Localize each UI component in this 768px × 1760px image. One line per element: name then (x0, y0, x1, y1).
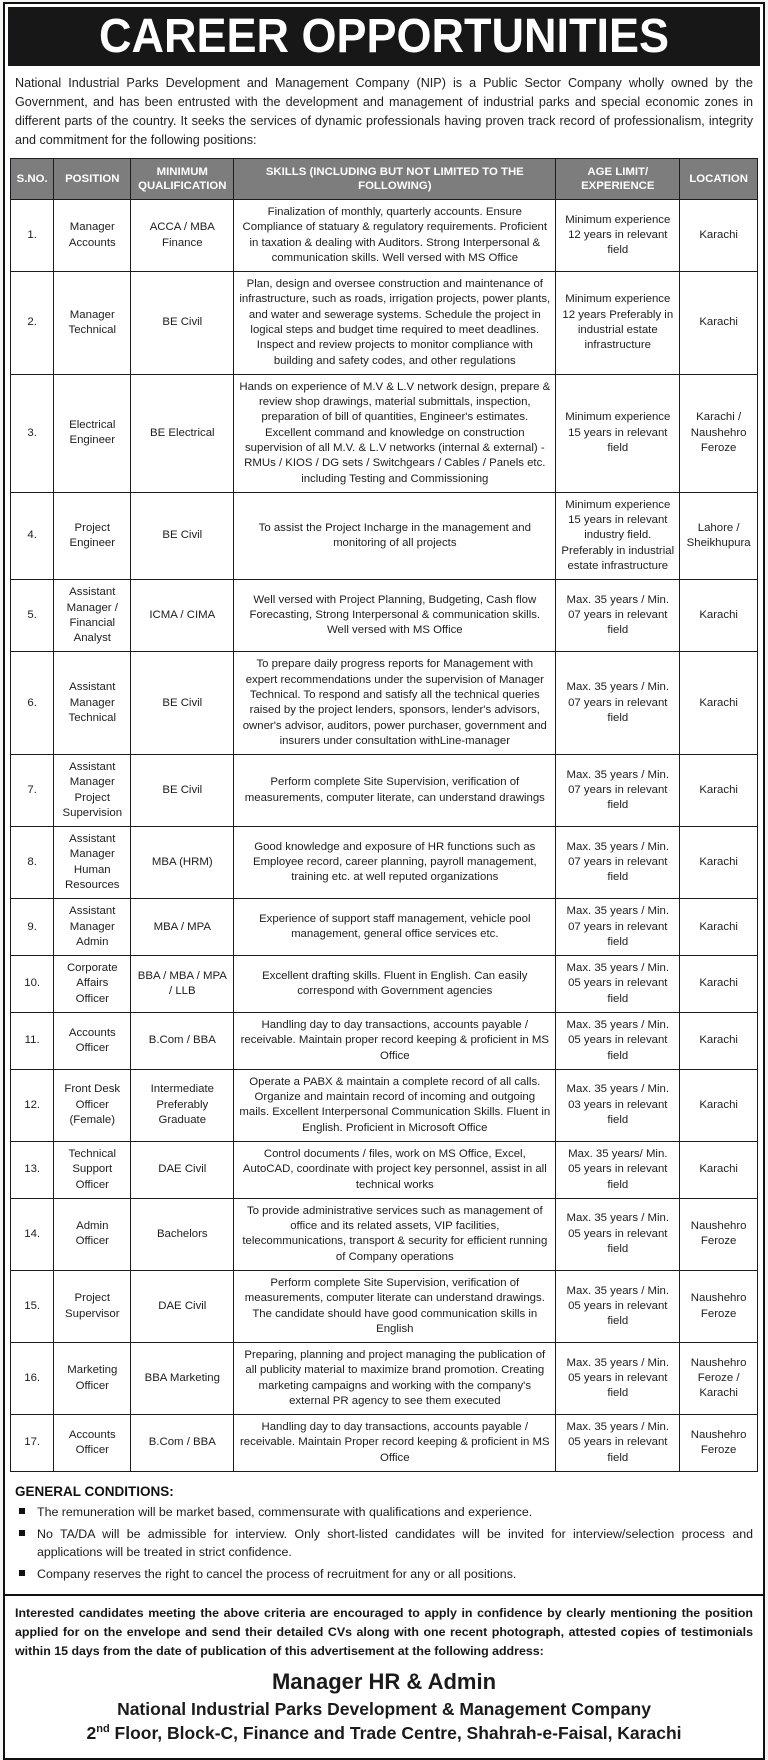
cell-skills: Plan, design and oversee construction and maintenance of infrastructure, such as roads, irrigation projects, power plants, and water and sewerage systems. Schedule the project in logical steps and budget time required to meet deadlines. Inspect and review projects to monitor compliance with building and safety codes, and other regulations (234, 272, 556, 375)
cell-age-experience: Max. 35 years / Min. 05 years in relevant field (556, 1198, 680, 1270)
cell-position: Accounts Officer (54, 1415, 131, 1472)
cell-location: Karachi (680, 827, 758, 899)
cell-location: Lahore / Sheikhupura (680, 492, 758, 579)
cell-age-experience: Max. 35 years / Min. 05 years in relevant field (556, 1270, 680, 1342)
cell-age-experience: Max. 35 years / Min. 07 years in relevant field (556, 755, 680, 827)
cell-age-experience: Minimum experience 15 years in relevant field (556, 374, 680, 492)
cell-position: Admin Officer (54, 1198, 131, 1270)
apply-instructions: Interested candidates meeting the above criteria are encouraged to apply in confidence by clearly mentioning the position applied for on the envelope and send their detailed CVs along with one recent photograph, attested copies of testimonials within 15 days from the date of publication of this advertisement at the following address: (15, 1606, 753, 1658)
cell-skills: Perform complete Site Supervision, verification of measurements, computer literate, can understand drawings (234, 755, 556, 827)
table-row (11, 827, 758, 899)
cell-age-experience: Max. 35 years / Min. 05 years in relevant field (556, 956, 680, 1013)
table-header-row (11, 158, 758, 200)
cell-position: Assistant Manager / Financial Analyst (54, 580, 131, 652)
cell-qualification: BE Civil (131, 652, 234, 755)
table-row (11, 899, 758, 956)
general-conditions-list (15, 1503, 753, 1583)
postal-address (15, 1668, 753, 1746)
cell-skills: Handling day to day transactions, accounts payable / receivable. Maintain proper record keeping & proficient in MS Office (234, 1013, 556, 1070)
cell-age-experience: Minimum experience 15 years in relevant industry field. Preferably in industrial estate infrastructure (556, 492, 680, 579)
intro-paragraph: National Industrial Parks Development and Management Company (NIP) is a Public Sector Company wholly owned by the Government, and has been entrusted with the development and management of industrial parks and special economic zones in different parts of the country. It seeks the services of dynamic professionals having proven track record of professionalism, integrity and commitment for the following positions: (15, 76, 753, 148)
cell-skills: To prepare daily progress reports for Management with expert recommendations under the supervision of Manager Technical. To respond and satisfy all the technical queries raised by the project lenders, sponsors, lender's advisors, owner's advisor, auditors, power purchaser, government and insurers under consultation withLine-manager (234, 652, 556, 755)
cell-qualification: BE Civil (131, 755, 234, 827)
table-row (11, 272, 758, 375)
cell-sno: 3. (11, 374, 54, 492)
address-company: National Industrial Parks Development & Management Company (117, 1698, 651, 1719)
cell-position: Assistant Manager Admin (54, 899, 131, 956)
cell-age-experience: Minimum experience 12 years Preferably in industrial estate infrastructure (556, 272, 680, 375)
positions-table (10, 158, 758, 1472)
cell-sno: 14. (11, 1198, 54, 1270)
page-title: CAREER OPPORTUNITIES (98, 7, 670, 64)
positions-table-body (11, 200, 758, 1472)
address-floor-ordinal: nd (96, 1723, 110, 1736)
table-row (11, 652, 758, 755)
cell-sno: 17. (11, 1415, 54, 1472)
table-row (11, 200, 758, 272)
cell-qualification: BE Civil (131, 492, 234, 579)
cell-sno: 9. (11, 899, 54, 956)
cell-position: Assistant Manager Human Resources (54, 827, 131, 899)
cell-qualification: BBA Marketing (131, 1343, 234, 1415)
condition-item (15, 1565, 753, 1584)
cell-skills: Experience of support staff management, vehicle pool management, general office services etc. (234, 899, 556, 956)
cell-age-experience: Max. 35 years/ Min. 05 years in relevant field (556, 1141, 680, 1198)
cell-age-experience: Max. 35 years / Min. 07 years in relevant field (556, 899, 680, 956)
cell-position: Accounts Officer (54, 1013, 131, 1070)
cell-position: Manager Accounts (54, 200, 131, 272)
cell-qualification: DAE Civil (131, 1270, 234, 1342)
cell-skills: Operate a PABX & maintain a complete record of all calls. Organize and maintain record of incoming and outgoing mails. Excellent Interpersonal Communication Skills. Fluent in English. Proficient in Microsoft Office (234, 1069, 556, 1141)
apply-section (5, 1594, 763, 1757)
cell-sno: 6. (11, 652, 54, 755)
column-header-age-experience: AGE LIMIT/ EXPERIENCE (556, 158, 680, 200)
cell-sno: 4. (11, 492, 54, 579)
general-conditions-section (5, 1478, 763, 1594)
cell-sno: 10. (11, 956, 54, 1013)
cell-qualification: Intermediate Preferably Graduate (131, 1069, 234, 1141)
column-header-location: LOCATION (680, 158, 758, 200)
cell-qualification: MBA / MPA (131, 899, 234, 956)
cell-location: Karachi (680, 200, 758, 272)
cell-sno: 5. (11, 580, 54, 652)
cell-position: Electrical Engineer (54, 374, 131, 492)
table-row (11, 1270, 758, 1342)
cell-skills: To assist the Project Incharge in the management and monitoring of all projects (234, 492, 556, 579)
address-recipient: Manager HR & Admin (271, 1669, 497, 1695)
address-floor-number: 2 (86, 1723, 97, 1744)
cell-skills: Hands on experience of M.V & L.V network design, prepare & review shop drawings, material submittals, inspection, preparation of bill of quantities, Engineer's estimates. Excellent command and knowledge on construction supervision of all M.V. & L.V networks (internal & external) - RMUs / KIOS / DG sets / Switchgears / Cables / Panels etc. including Testing and Commissioning (234, 374, 556, 492)
cell-sno: 11. (11, 1013, 54, 1070)
cell-qualification: B.Com / BBA (131, 1013, 234, 1070)
cell-qualification: BE Civil (131, 272, 234, 375)
address-street (15, 1722, 753, 1746)
table-row (11, 1198, 758, 1270)
title-banner (8, 7, 760, 66)
cell-qualification: MBA (HRM) (131, 827, 234, 899)
cell-location: Naushehro Feroze (680, 1270, 758, 1342)
cell-skills: Finalization of monthly, quarterly accounts. Ensure Compliance of statuary & regulatory requirements. Proficient in taxation & dealing with Auditors. Strong Interpersonal & communication skills. Well versed with MS Office (234, 200, 556, 272)
cell-age-experience: Max. 35 years / Min. 07 years in relevant field (556, 652, 680, 755)
cell-location: Karachi (680, 899, 758, 956)
column-header-qualification: MINIMUM QUALIFICATION (131, 158, 234, 200)
bullet-square-icon (19, 1530, 25, 1536)
cell-qualification: BE Electrical (131, 374, 234, 492)
condition-item (15, 1503, 753, 1522)
advertisement (3, 2, 765, 1760)
cell-sno: 13. (11, 1141, 54, 1198)
cell-sno: 12. (11, 1069, 54, 1141)
column-header-sno: S.NO. (11, 158, 54, 200)
cell-skills: Handling day to day transactions, accounts payable / receivable. Maintain Proper record keeping & proficient in MS Office (234, 1415, 556, 1472)
table-row (11, 1343, 758, 1415)
cell-skills: Preparing, planning and project managing the publication of all publicity material to maximize brand promotion. Creating marketing campaigns and working with the company's external PR agency to see them executed (234, 1343, 556, 1415)
cell-position: Manager Technical (54, 272, 131, 375)
cell-sno: 8. (11, 827, 54, 899)
cell-age-experience: Max. 35 years / Min. 07 years in relevant field (556, 580, 680, 652)
cell-age-experience: Max. 35 years / Min. 05 years in relevant field (556, 1013, 680, 1070)
cell-location: Naushehro Feroze (680, 1415, 758, 1472)
cell-location: Karachi / Naushehro Feroze (680, 374, 758, 492)
cell-age-experience: Minimum experience 12 years in relevant field (556, 200, 680, 272)
cell-skills: To provide administrative services such as management of office and its related assets, VIP facilities, telecommunications, transport & security for efficient running of Company operations (234, 1198, 556, 1270)
cell-qualification: Bachelors (131, 1198, 234, 1270)
cell-location: Karachi (680, 1013, 758, 1070)
table-row (11, 374, 758, 492)
condition-text: No TA/DA will be admissible for interview. Only short-listed candidates will be invited for interview/selection process and applications will be treated in strict confidence. (37, 1526, 753, 1560)
cell-position: Marketing Officer (54, 1343, 131, 1415)
cell-position: Front Desk Officer (Female) (54, 1069, 131, 1141)
table-row (11, 1013, 758, 1070)
cell-position: Assistant Manager Project Supervision (54, 755, 131, 827)
table-header (11, 158, 758, 200)
cell-sno: 15. (11, 1270, 54, 1342)
table-row (11, 1069, 758, 1141)
cell-qualification: DAE Civil (131, 1141, 234, 1198)
general-conditions-heading: GENERAL CONDITIONS: (15, 1484, 174, 1500)
cell-qualification: B.Com / BBA (131, 1415, 234, 1472)
cell-location: Karachi (680, 272, 758, 375)
table-row (11, 755, 758, 827)
condition-text: Company reserves the right to cancel the process of recruitment for any or all positions. (37, 1566, 517, 1581)
cell-sno: 2. (11, 272, 54, 375)
cell-age-experience: Max. 35 years / Min. 07 years in relevant field (556, 827, 680, 899)
condition-item (15, 1525, 753, 1562)
column-header-skills: SKILLS (INCLUDING BUT NOT LIMITED TO THE FOLLOWING) (234, 158, 556, 200)
table-row (11, 1141, 758, 1198)
cell-position: Project Engineer (54, 492, 131, 579)
cell-qualification: ACCA / MBA Finance (131, 200, 234, 272)
table-row (11, 492, 758, 579)
cell-qualification: ICMA / CIMA (131, 580, 234, 652)
cell-sno: 16. (11, 1343, 54, 1415)
cell-location: Karachi (680, 956, 758, 1013)
condition-text: The remuneration will be market based, commensurate with qualifications and experience. (37, 1505, 533, 1520)
cell-location: Karachi (680, 1141, 758, 1198)
cell-location: Karachi (680, 652, 758, 755)
cell-age-experience: Max. 35 years / Min. 05 years in relevant field (556, 1343, 680, 1415)
cell-location: Karachi (680, 1069, 758, 1141)
cell-position: Assistant Manager Technical (54, 652, 131, 755)
table-row (11, 1415, 758, 1472)
cell-qualification: BBA / MBA / MPA / LLB (131, 956, 234, 1013)
cell-skills: Good knowledge and exposure of HR functions such as Employee record, career planning, payroll management, training etc. at well reputed organizations (234, 827, 556, 899)
cell-location: Karachi (680, 580, 758, 652)
cell-skills: Perform complete Site Supervision, verification of measurements, computer literate can understand drawings. The candidate should have good communication skills in English (234, 1270, 556, 1342)
cell-position: Corporate Affairs Officer (54, 956, 131, 1013)
cell-skills: Control documents / files, work on MS Office, Excel, AutoCAD, coordinate with project key personnel, assist in all technical works (234, 1141, 556, 1198)
cell-position: Project Supervisor (54, 1270, 131, 1342)
cell-age-experience: Max. 35 years / Min. 03 years in relevant field (556, 1069, 680, 1141)
bullet-square-icon (19, 1570, 25, 1576)
cell-skills: Excellent drafting skills. Fluent in English. Can easily correspond with Government agencies (234, 956, 556, 1013)
address-street-rest: Floor, Block-C, Finance and Trade Centre, Shahrah-e-Faisal, Karachi (109, 1723, 682, 1744)
cell-age-experience: Max. 35 years / Min. 05 years in relevant field (556, 1415, 680, 1472)
cell-location: Naushehro Feroze (680, 1198, 758, 1270)
bullet-square-icon (19, 1508, 25, 1514)
cell-sno: 1. (11, 200, 54, 272)
table-row (11, 580, 758, 652)
column-header-position: POSITION (54, 158, 131, 200)
cell-sno: 7. (11, 755, 54, 827)
cell-position: Technical Support Officer (54, 1141, 131, 1198)
cell-location: Karachi (680, 755, 758, 827)
cell-skills: Well versed with Project Planning, Budgeting, Cash flow Forecasting, Strong Interpersonal & communication skills. Well versed with MS Office (234, 580, 556, 652)
table-row (11, 956, 758, 1013)
cell-location: Naushehro Feroze / Karachi (680, 1343, 758, 1415)
